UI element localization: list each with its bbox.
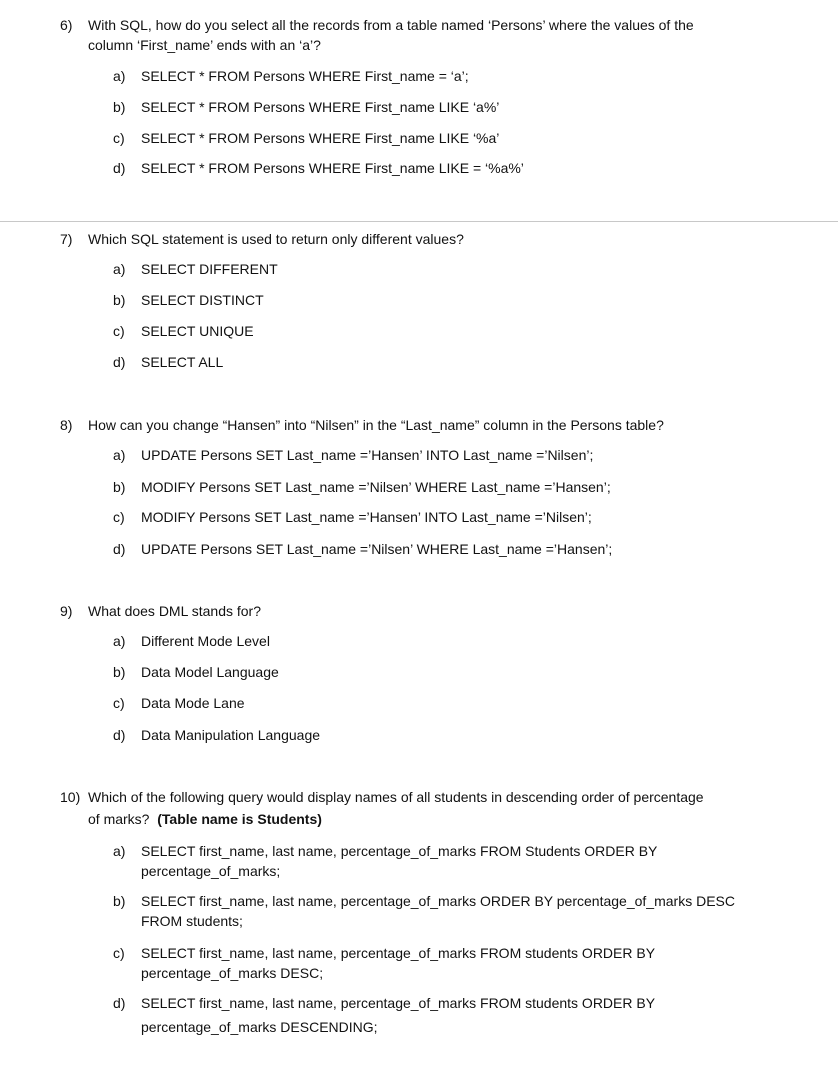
option-letter: a) <box>113 633 126 649</box>
question-text: What does DML stands for? <box>88 603 262 619</box>
option-8a <box>113 445 593 465</box>
question-10-line-2 <box>88 809 322 829</box>
option-10b-line-2: FROM students; <box>141 913 243 929</box>
option-letter: b) <box>113 99 126 115</box>
option-text: SELECT * FROM Persons WHERE First_name LIKE ‘%a’ <box>141 130 500 146</box>
option-10a-line-2: percentage_of_marks; <box>141 863 281 879</box>
option-text: MODIFY Persons SET Last_name =’Nilsen’ WHERE Last_name =’Hansen’; <box>141 479 611 495</box>
option-text: SELECT * FROM Persons WHERE First_name = ‘a’; <box>141 68 469 84</box>
option-letter: b) <box>113 664 126 680</box>
option-text: SELECT * FROM Persons WHERE First_name LIKE = ‘%a%’ <box>141 160 524 176</box>
option-9a <box>113 631 270 651</box>
question-number: 9) <box>60 603 73 619</box>
option-7a <box>113 259 278 279</box>
question-text: of marks? <box>88 811 150 827</box>
option-6b <box>113 97 499 117</box>
option-text: Data Manipulation Language <box>141 727 321 743</box>
option-6d <box>113 158 524 178</box>
option-letter: a) <box>113 68 126 84</box>
option-letter: d) <box>113 727 126 743</box>
option-text: MODIFY Persons SET Last_name =’Hansen’ INTO Last_name =’Nilsen’; <box>141 509 592 525</box>
option-6c <box>113 128 499 148</box>
option-7d <box>113 352 223 372</box>
option-letter: d) <box>113 160 126 176</box>
option-text: SELECT DISTINCT <box>141 292 264 308</box>
option-letter: d) <box>113 995 126 1011</box>
option-10c-line-2: percentage_of_marks DESC; <box>141 965 324 981</box>
option-text: Data Model Language <box>141 664 279 680</box>
question-8-line-1 <box>60 415 664 435</box>
question-6-line-2: column ‘First_name’ ends with an ‘a’? <box>88 37 321 53</box>
option-10d-line-2: percentage_of_marks DESCENDING; <box>141 1019 378 1035</box>
question-text: With SQL, how do you select all the records from a table named ‘Persons’ where the values of the <box>88 17 694 33</box>
option-text: SELECT first_name, last name, percentage_of_marks FROM students ORDER BY <box>141 995 656 1011</box>
question-text: How can you change “Hansen” into “Nilsen” in the “Last_name” column in the Persons table? <box>88 417 664 433</box>
page-divider <box>0 221 838 222</box>
option-9d <box>113 725 320 745</box>
option-letter: b) <box>113 292 126 308</box>
option-letter: c) <box>113 509 125 525</box>
option-text: SELECT first_name, last name, percentage_of_marks FROM Students ORDER BY <box>141 843 658 859</box>
option-9c <box>113 693 245 713</box>
option-9b <box>113 662 279 682</box>
option-8d <box>113 539 612 559</box>
option-letter: b) <box>113 479 126 495</box>
option-text: Data Mode Lane <box>141 695 245 711</box>
option-7c <box>113 321 254 341</box>
option-text: Different Mode Level <box>141 633 270 649</box>
option-10c <box>113 943 655 963</box>
option-letter: c) <box>113 323 125 339</box>
option-letter: a) <box>113 843 126 859</box>
question-10-line-1 <box>60 787 704 807</box>
option-8c <box>113 507 592 527</box>
option-letter: a) <box>113 447 126 463</box>
option-letter: a) <box>113 261 126 277</box>
question-note: (Table name is Students) <box>157 811 322 827</box>
option-10b <box>113 891 735 911</box>
option-text: SELECT UNIQUE <box>141 323 254 339</box>
option-text: SELECT * FROM Persons WHERE First_name LIKE ‘a%’ <box>141 99 500 115</box>
option-text: SELECT DIFFERENT <box>141 261 278 277</box>
question-number: 7) <box>60 231 73 247</box>
option-letter: c) <box>113 945 125 961</box>
option-8b <box>113 477 611 497</box>
option-6a <box>113 66 469 86</box>
option-text: SELECT first_name, last name, percentage_of_marks ORDER BY percentage_of_marks DESC <box>141 893 735 909</box>
option-letter: b) <box>113 893 126 909</box>
question-number: 10) <box>60 789 81 805</box>
option-10a <box>113 841 657 861</box>
option-text: SELECT first_name, last name, percentage_of_marks FROM students ORDER BY <box>141 945 656 961</box>
option-letter: d) <box>113 354 126 370</box>
question-9-line-1 <box>60 601 261 621</box>
option-letter: c) <box>113 130 125 146</box>
question-6-line-1 <box>60 15 694 35</box>
question-number: 6) <box>60 17 73 33</box>
option-7b <box>113 290 264 310</box>
option-letter: c) <box>113 695 125 711</box>
option-10d <box>113 993 655 1013</box>
question-text: Which SQL statement is used to return only different values? <box>88 231 464 247</box>
option-text: UPDATE Persons SET Last_name =’Nilsen’ WHERE Last_name =’Hansen’; <box>141 541 613 557</box>
option-text: UPDATE Persons SET Last_name =’Hansen’ INTO Last_name =’Nilsen’; <box>141 447 594 463</box>
question-text: Which of the following query would display names of all students in descending order of percentage <box>88 789 704 805</box>
question-number: 8) <box>60 417 73 433</box>
option-text: SELECT ALL <box>141 354 224 370</box>
question-7-line-1 <box>60 229 464 249</box>
option-letter: d) <box>113 541 126 557</box>
